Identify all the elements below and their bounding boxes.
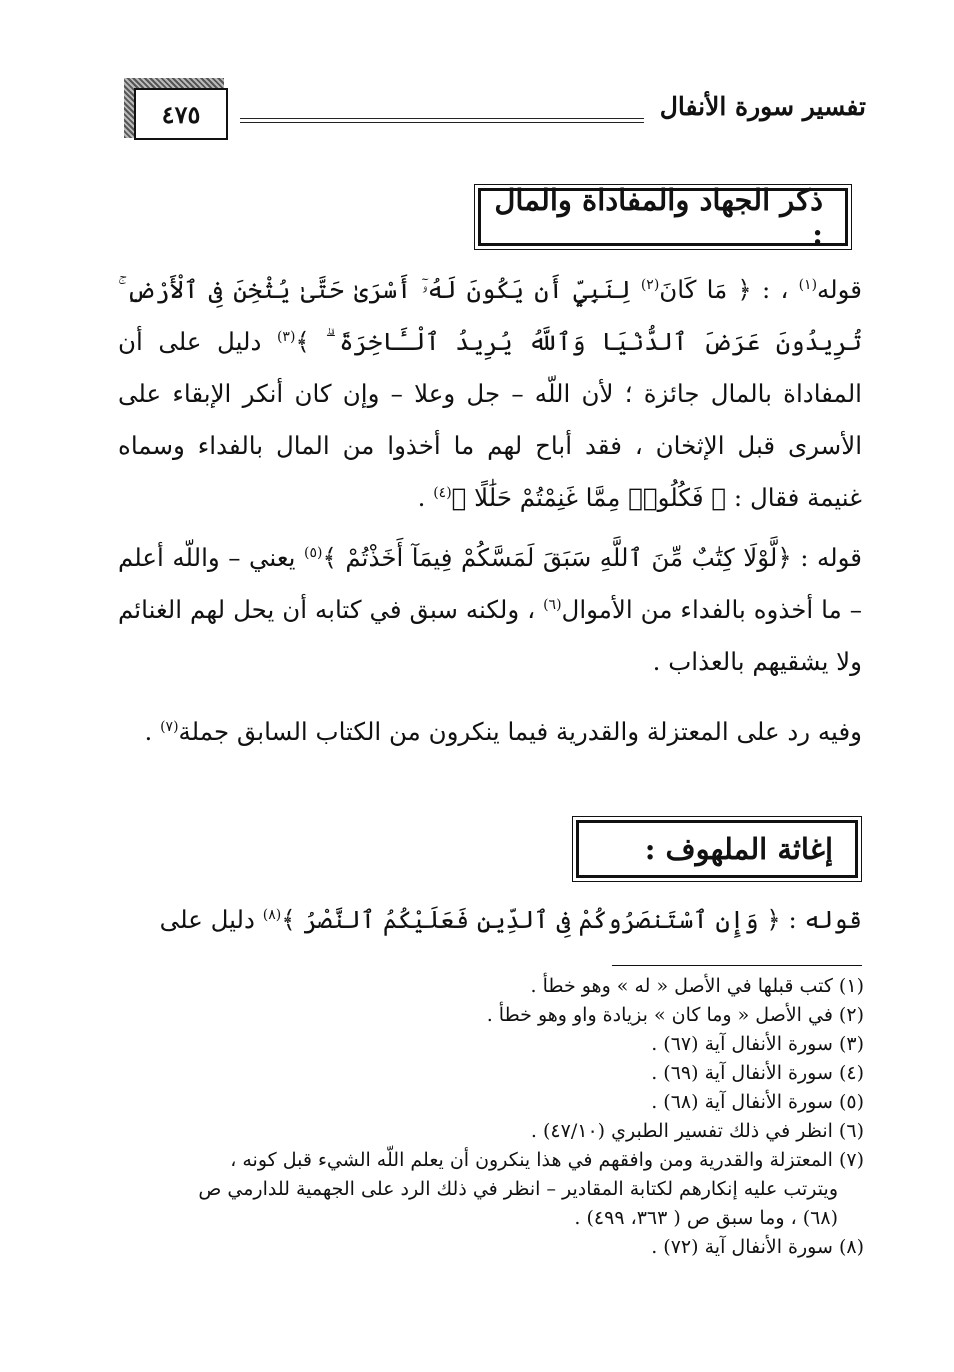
paragraph-1-text-a: قوله bbox=[817, 275, 862, 304]
paragraph-2 bbox=[118, 532, 862, 688]
footnote-3: (٣) سورة الأنفال آية (٦٧) . bbox=[651, 1033, 864, 1055]
paragraph-2-text-b: ، ولكنه سبق في كتابه أن يحل لهم الغنائم ولا يشقيهم بالعذاب . bbox=[118, 595, 862, 676]
paragraph-1-text-c: دليل على أن المفاداة بالمال جائزة ؛ لأن اللّه – جل وعلا – وإن كان أنكر الإبقاء على الأسرى قبل الإثخان ، فقد أباح لهم ما أخذوا من المال بالفداء وسماه غنيمة فقال : ﴿ فَكُلُوا۟ مِمَّا غَنِمْتُمْ حَلَٰلًا ﴾ bbox=[118, 327, 862, 512]
section-heading-ighatha: إغاثة الملهوف : bbox=[576, 820, 858, 878]
footnote-ref-4: (٤) bbox=[433, 484, 452, 501]
footnote-1: (١) كتب قبلها في الأصل « له » وهو خطأ . bbox=[530, 975, 864, 997]
running-header-title: تفسير سورة الأنفال bbox=[659, 92, 866, 121]
paragraph-2-text-a: يعني – واللّه أعلم – ما أخذوه بالفداء من الأموال bbox=[118, 543, 862, 624]
paragraph-4-text: دليل على bbox=[159, 905, 263, 934]
footnote-7-continued-2: (٦٨) ، وما سبق ص ( ٣٦٣، ٤٩٩) . bbox=[574, 1207, 838, 1229]
footnote-separator bbox=[612, 965, 862, 966]
page-number-box bbox=[124, 78, 224, 138]
paragraph-1-text-d: . bbox=[417, 483, 434, 512]
footnote-4: (٤) سورة الأنفال آية (٦٩) . bbox=[651, 1062, 864, 1084]
paragraph-4-verse: قوله : ﴿ وَإِنِ ٱسْتَنصَرُوكُمْ فِى ٱلدِّينِ فَعَلَيْكُمُ ٱلنَّصْرُ ﴾ bbox=[281, 905, 862, 934]
footnotes bbox=[110, 972, 864, 1262]
paragraph-3-end: . bbox=[144, 717, 161, 746]
paragraph-1 bbox=[118, 264, 862, 524]
footnote-7: (٧) المعتزلة والقدرية ومن وافقهم في هذا ينكرون أن يعلم اللّه الشيء قبل كونه ، bbox=[230, 1149, 864, 1171]
paragraph-3 bbox=[118, 706, 862, 758]
footnote-ref-8: (٨) bbox=[262, 906, 282, 923]
footnote-5: (٥) سورة الأنفال آية (٦٨) . bbox=[651, 1091, 864, 1113]
paragraph-3-text: وفيه رد على المعتزلة والقدرية فيما ينكرون من الكتاب السابق جملة bbox=[178, 717, 862, 746]
footnote-ref-5: (٥) bbox=[303, 544, 323, 561]
paragraph-1-text-b: ، : ﴿ مَا كَانَ bbox=[659, 275, 799, 304]
footnote-7-continued: ويترتب عليه إنكارهم لكتابة المقادير – انظر في ذلك الرد على الجهمية للدارمي ص bbox=[198, 1178, 838, 1200]
page-number: ٤٧٥ bbox=[134, 88, 228, 140]
paragraph-4 bbox=[118, 894, 862, 946]
header-rule bbox=[240, 118, 644, 123]
footnote-2: (٢) في الأصل « وما كان » بزيادة واو وهو خطأ . bbox=[486, 1004, 864, 1026]
footnote-8: (٨) سورة الأنفال آية (٧٢) . bbox=[651, 1236, 864, 1258]
footnote-ref-7: (٧) bbox=[160, 718, 179, 735]
paragraph-1-verse: لِنَبِيٍّ أَن يَكُونَ لَهُۥٓ أَسْرَىٰ حَتَّىٰ يُثْخِنَ فِى ٱلْأَرْضِ ۚ تُرِيدُونَ عَرَضَ ٱلدُّنْيَا وَٱللَّهُ يُرِيدُ ٱلْـَٔاخِرَةَ ۗ ﴾ bbox=[118, 275, 862, 356]
section-heading-jihad: ذكر الجهاد والمفاداة والمال : bbox=[478, 188, 848, 246]
footnote-ref-3: (٣) bbox=[276, 328, 296, 345]
paragraph-2-verse: قوله : ﴿لَّوْلَا كِتَٰبٌ مِّنَ ٱللَّهِ سَبَقَ لَمَسَّكُمْ فِيمَآ أَخَذْتُمْ ﴾ bbox=[322, 543, 862, 572]
footnote-ref-2: (٢) bbox=[640, 276, 660, 293]
footnote-6: (٦) انظر في ذلك تفسير الطبري (٤٧/١٠) . bbox=[530, 1120, 864, 1142]
footnote-ref-6: (٦) bbox=[543, 596, 562, 613]
footnote-ref-1: (١) bbox=[798, 276, 818, 293]
